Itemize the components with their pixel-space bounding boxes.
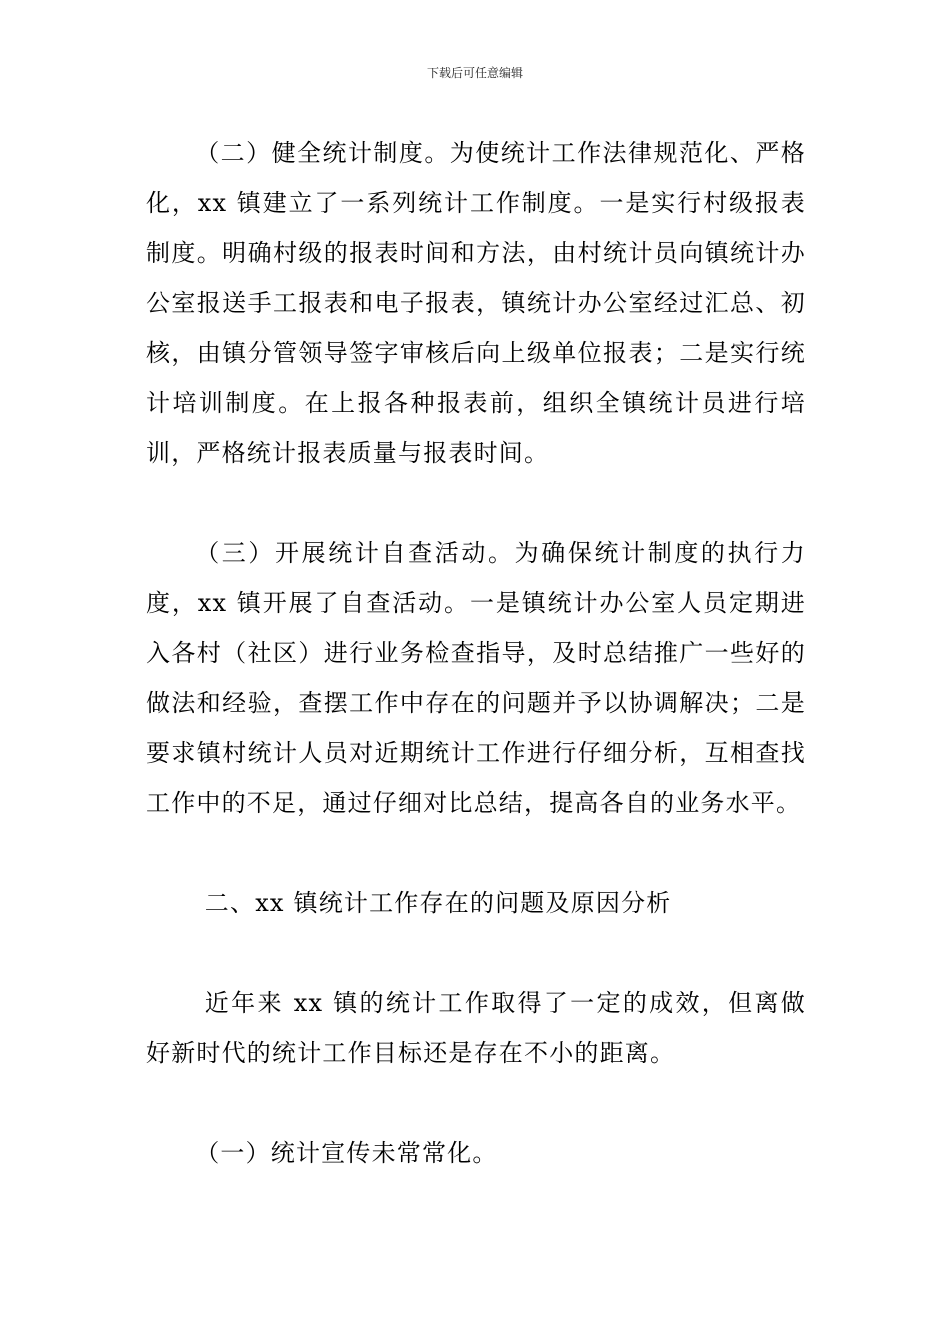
paragraph-statistics-system: （二）健全统计制度。为使统计工作法律规范化、严格化，xx 镇建立了一系列统计工作制度。一是实行村级报表制度。明确村级的报表时间和方法，由村统计员向镇统计办公室报送手工报表和电子报表，镇统计办公室经过汇总、初核，由镇分管领导签字审核后向上级单位报表；二是实行统计培训制度。在上报各种报表前，组织全镇统计员进行培训，严格统计报表质量与报表时间。: [146, 139, 806, 467]
paragraph-recent-years: 近年来 xx 镇的统计工作取得了一定的成效，但离做好新时代的统计工作目标还是存在不小的距离。: [146, 989, 806, 1067]
paragraph-gap: [146, 828, 806, 878]
paragraph-self-inspection: （三）开展统计自查活动。为确保统计制度的执行力度，xx 镇开展了自查活动。一是镇统计办公室人员定期进入各村（社区）进行业务检查指导，及时总结推广一些好的做法和经验，查摆工作中存在的问题并予以协调解决；二是要求镇村统计人员对近期统计工作进行仔细分析，互相查找工作中的不足，通过仔细对比总结，提高各自的业务水平。: [146, 539, 806, 817]
document-body: [146, 128, 806, 1178]
subheading-publicity: （一）统计宣传未常常化。: [195, 1139, 498, 1167]
section-heading-problems: 二、xx 镇统计工作存在的问题及原因分析: [204, 889, 672, 917]
paragraph-gap: [146, 928, 806, 978]
page-header: 下载后可任意编辑: [426, 66, 523, 80]
paragraph-gap: [146, 478, 806, 528]
paragraph-gap: [146, 1078, 806, 1128]
